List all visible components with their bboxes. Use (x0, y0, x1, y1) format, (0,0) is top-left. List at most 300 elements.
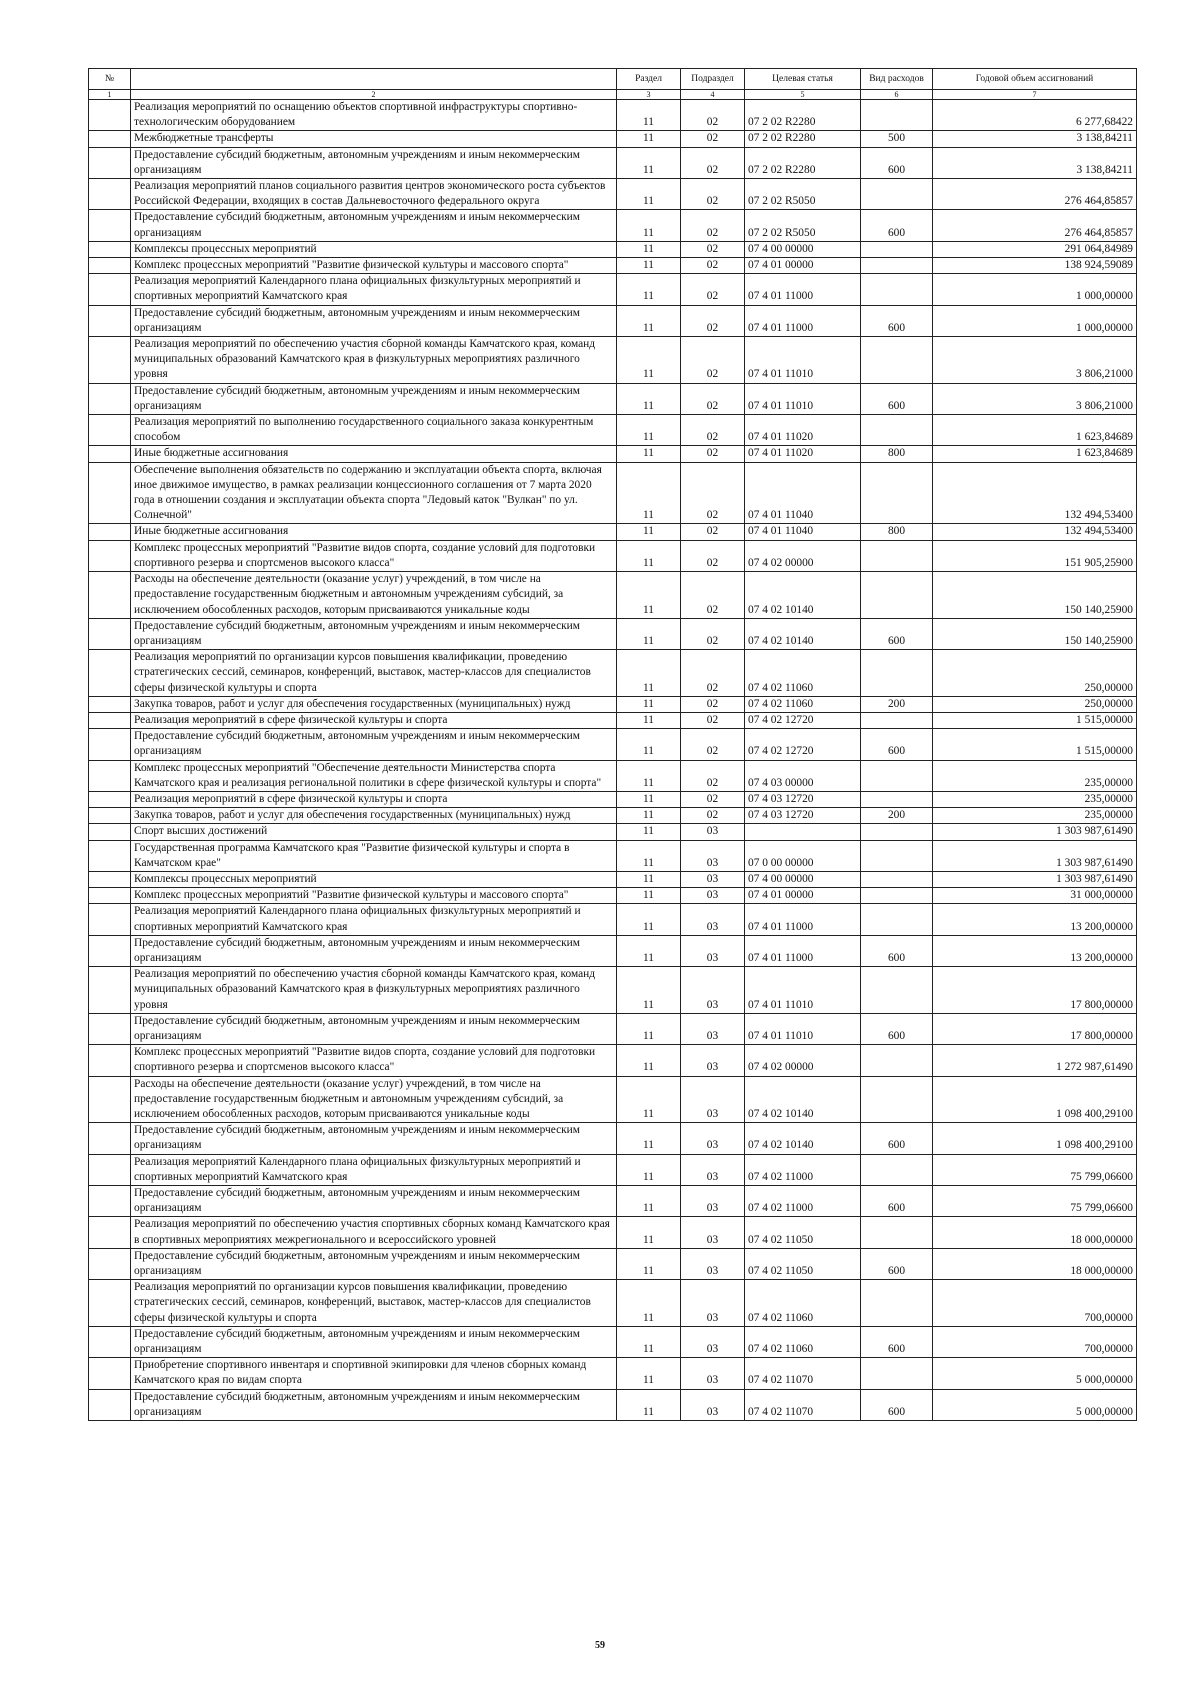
row-section-cell: 11 (617, 1326, 681, 1357)
row-expense-type-cell (861, 337, 933, 384)
col-number: 4 (681, 90, 745, 100)
row-subsection-cell: 02 (681, 147, 745, 178)
row-amount-cell: 132 494,53400 (933, 524, 1137, 540)
row-amount-cell: 18 000,00000 (933, 1217, 1137, 1248)
row-name-cell: Обеспечение выполнения обязательств по содержанию и эксплуатации объекта спорта, включая иное движимое имущество, в рамках реализации концессионного соглашения от 7 марта 2020 года в отношении создания и эксплуатации объекта спорта "Ледовый каток "Вулкан" по ул. Солнечной" (131, 462, 617, 524)
row-amount-cell: 1 098 400,29100 (933, 1076, 1137, 1123)
table-row (89, 1045, 1137, 1076)
row-section-cell: 11 (617, 1280, 681, 1327)
row-expense-type-cell (861, 824, 933, 840)
row-section-cell: 11 (617, 462, 681, 524)
row-expense-type-cell: 600 (861, 1389, 933, 1420)
row-expense-type-cell (861, 650, 933, 697)
row-subsection-cell: 02 (681, 131, 745, 147)
row-section-cell: 11 (617, 1186, 681, 1217)
row-name-cell: Предоставление субсидий бюджетным, автономным учреждениям и иным некоммерческим организациям (131, 1013, 617, 1044)
col-number: 3 (617, 90, 681, 100)
row-target-article-cell: 07 4 02 11060 (745, 1326, 861, 1357)
table-row (89, 1076, 1137, 1123)
table-row (89, 1013, 1137, 1044)
row-subsection-cell: 02 (681, 524, 745, 540)
row-subsection-cell: 02 (681, 305, 745, 336)
row-target-article-cell: 07 4 02 11060 (745, 650, 861, 697)
row-section-cell: 11 (617, 1154, 681, 1185)
table-row (89, 888, 1137, 904)
row-subsection-cell: 02 (681, 446, 745, 462)
row-index-cell (89, 1013, 131, 1044)
row-section-cell: 11 (617, 935, 681, 966)
row-expense-type-cell: 600 (861, 1248, 933, 1279)
row-target-article-cell: 07 4 02 11070 (745, 1389, 861, 1420)
row-target-article-cell: 07 4 01 11010 (745, 1013, 861, 1044)
column-number-row (89, 90, 1137, 100)
row-target-article-cell: 07 4 02 11060 (745, 696, 861, 712)
col-number: 1 (89, 90, 131, 100)
table-row (89, 935, 1137, 966)
row-subsection-cell: 03 (681, 888, 745, 904)
row-section-cell: 11 (617, 824, 681, 840)
row-index-cell (89, 1217, 131, 1248)
row-section-cell: 11 (617, 1013, 681, 1044)
table-row (89, 100, 1137, 131)
row-name-cell: Иные бюджетные ассигнования (131, 524, 617, 540)
row-expense-type-cell (861, 840, 933, 871)
table-row (89, 210, 1137, 241)
row-amount-cell: 18 000,00000 (933, 1248, 1137, 1279)
row-section-cell: 11 (617, 305, 681, 336)
row-subsection-cell: 02 (681, 415, 745, 446)
row-section-cell: 11 (617, 241, 681, 257)
row-target-article-cell: 07 4 01 11000 (745, 904, 861, 935)
row-target-article-cell: 07 4 01 11010 (745, 337, 861, 384)
row-index-cell (89, 808, 131, 824)
row-subsection-cell: 02 (681, 650, 745, 697)
table-row (89, 446, 1137, 462)
row-section-cell: 11 (617, 258, 681, 274)
row-expense-type-cell: 600 (861, 383, 933, 414)
table-row (89, 791, 1137, 807)
row-index-cell (89, 147, 131, 178)
row-index-cell (89, 618, 131, 649)
table-row (89, 840, 1137, 871)
row-name-cell: Реализация мероприятий по организации курсов повышения квалификации, проведению стратегических сессий, семинаров, конференций, выставок, мастер-классов для специалистов сферы физической культуры и спорта (131, 1280, 617, 1327)
row-name-cell: Комплексы процессных мероприятий (131, 871, 617, 887)
row-name-cell: Комплексы процессных мероприятий (131, 241, 617, 257)
row-index-cell (89, 241, 131, 257)
row-section-cell: 11 (617, 100, 681, 131)
row-section-cell: 11 (617, 383, 681, 414)
row-expense-type-cell (861, 791, 933, 807)
header-expense-type: Вид расходов (861, 69, 933, 90)
row-amount-cell: 1 623,84689 (933, 415, 1137, 446)
row-subsection-cell: 02 (681, 383, 745, 414)
table-row (89, 241, 1137, 257)
row-expense-type-cell: 800 (861, 524, 933, 540)
row-index-cell (89, 1154, 131, 1185)
table-row (89, 760, 1137, 791)
row-name-cell: Предоставление субсидий бюджетным, автономным учреждениям и иным некоммерческим организациям (131, 147, 617, 178)
table-row (89, 904, 1137, 935)
row-amount-cell: 3 138,84211 (933, 147, 1137, 178)
row-target-article-cell: 07 4 00 00000 (745, 241, 861, 257)
row-amount-cell: 1 515,00000 (933, 729, 1137, 760)
row-section-cell: 11 (617, 524, 681, 540)
row-expense-type-cell (861, 1076, 933, 1123)
row-target-article-cell: 07 4 01 11020 (745, 446, 861, 462)
row-amount-cell: 235,00000 (933, 808, 1137, 824)
row-subsection-cell: 03 (681, 1326, 745, 1357)
row-subsection-cell: 02 (681, 258, 745, 274)
row-expense-type-cell (861, 462, 933, 524)
table-row (89, 1217, 1137, 1248)
header-annual-volume: Годовой объем ассигнований (933, 69, 1137, 90)
row-subsection-cell: 03 (681, 1045, 745, 1076)
row-target-article-cell: 07 2 02 R2280 (745, 131, 861, 147)
row-index-cell (89, 871, 131, 887)
row-section-cell: 11 (617, 179, 681, 210)
header-num: № (89, 69, 131, 90)
row-amount-cell: 3 138,84211 (933, 131, 1137, 147)
row-section-cell: 11 (617, 618, 681, 649)
row-name-cell: Предоставление субсидий бюджетным, автономным учреждениям и иным некоммерческим организациям (131, 1389, 617, 1420)
row-index-cell (89, 258, 131, 274)
row-index-cell (89, 383, 131, 414)
row-expense-type-cell: 800 (861, 446, 933, 462)
row-subsection-cell: 02 (681, 100, 745, 131)
table-row (89, 258, 1137, 274)
col-number: 6 (861, 90, 933, 100)
row-section-cell: 11 (617, 696, 681, 712)
row-amount-cell: 1 303 987,61490 (933, 871, 1137, 887)
row-expense-type-cell (861, 712, 933, 728)
row-index-cell (89, 524, 131, 540)
row-amount-cell: 1 098 400,29100 (933, 1123, 1137, 1154)
row-name-cell: Реализация мероприятий Календарного плана официальных физкультурных мероприятий и спортивных мероприятий Камчатского края (131, 1154, 617, 1185)
table-row (89, 824, 1137, 840)
table-row (89, 871, 1137, 887)
table-row (89, 618, 1137, 649)
table-row (89, 462, 1137, 524)
row-section-cell: 11 (617, 147, 681, 178)
row-expense-type-cell: 600 (861, 618, 933, 649)
row-name-cell: Комплекс процессных мероприятий "Развитие физической культуры и массового спорта" (131, 258, 617, 274)
row-index-cell (89, 650, 131, 697)
row-index-cell (89, 840, 131, 871)
row-target-article-cell: 07 0 00 00000 (745, 840, 861, 871)
row-subsection-cell: 02 (681, 712, 745, 728)
row-amount-cell: 1 000,00000 (933, 305, 1137, 336)
row-index-cell (89, 791, 131, 807)
row-name-cell: Предоставление субсидий бюджетным, автономным учреждениям и иным некоммерческим организациям (131, 1186, 617, 1217)
row-section-cell: 11 (617, 967, 681, 1014)
table-row (89, 524, 1137, 540)
row-expense-type-cell: 200 (861, 696, 933, 712)
row-amount-cell: 13 200,00000 (933, 935, 1137, 966)
row-amount-cell: 250,00000 (933, 650, 1137, 697)
header-subsection: Подраздел (681, 69, 745, 90)
row-subsection-cell: 03 (681, 1123, 745, 1154)
row-name-cell: Реализация мероприятий по обеспечению участия спортивных сборных команд Камчатского края в спортивных мероприятиях межрегионального и всероссийского уровней (131, 1217, 617, 1248)
row-target-article-cell: 07 4 01 11000 (745, 274, 861, 305)
header-name (131, 69, 617, 90)
row-expense-type-cell (861, 904, 933, 935)
col-number: 5 (745, 90, 861, 100)
row-target-article-cell: 07 4 01 11000 (745, 305, 861, 336)
row-amount-cell: 3 806,21000 (933, 383, 1137, 414)
table-row (89, 1280, 1137, 1327)
row-expense-type-cell: 500 (861, 131, 933, 147)
row-expense-type-cell: 600 (861, 1013, 933, 1044)
row-section-cell: 11 (617, 274, 681, 305)
row-name-cell: Закупка товаров, работ и услуг для обеспечения государственных (муниципальных) нужд (131, 696, 617, 712)
row-target-article-cell: 07 2 02 R2280 (745, 100, 861, 131)
table-row (89, 383, 1137, 414)
row-name-cell: Реализация мероприятий по обеспечению участия сборной команды Камчатского края, команд муниципальных образований Камчатского края в физкультурных мероприятиях различного уровня (131, 967, 617, 1014)
row-index-cell (89, 935, 131, 966)
row-index-cell (89, 337, 131, 384)
row-expense-type-cell (861, 1045, 933, 1076)
header-section: Раздел (617, 69, 681, 90)
row-amount-cell: 75 799,06600 (933, 1154, 1137, 1185)
row-expense-type-cell: 600 (861, 1123, 933, 1154)
row-subsection-cell: 02 (681, 179, 745, 210)
row-amount-cell: 151 905,25900 (933, 540, 1137, 571)
row-name-cell: Предоставление субсидий бюджетным, автономным учреждениям и иным некоммерческим организациям (131, 305, 617, 336)
row-index-cell (89, 1389, 131, 1420)
row-index-cell (89, 1248, 131, 1279)
table-row (89, 729, 1137, 760)
row-subsection-cell: 02 (681, 696, 745, 712)
row-section-cell: 11 (617, 1217, 681, 1248)
row-subsection-cell: 02 (681, 729, 745, 760)
table-row (89, 650, 1137, 697)
row-index-cell (89, 305, 131, 336)
row-amount-cell: 1 303 987,61490 (933, 840, 1137, 871)
row-section-cell: 11 (617, 729, 681, 760)
row-amount-cell: 276 464,85857 (933, 210, 1137, 241)
row-section-cell: 11 (617, 840, 681, 871)
row-target-article-cell: 07 4 03 12720 (745, 808, 861, 824)
table-row (89, 712, 1137, 728)
row-index-cell (89, 696, 131, 712)
row-name-cell: Предоставление субсидий бюджетным, автономным учреждениям и иным некоммерческим организациям (131, 210, 617, 241)
table-row (89, 179, 1137, 210)
row-name-cell: Реализация мероприятий по выполнению государственного социального заказа конкурентным способом (131, 415, 617, 446)
row-target-article-cell: 07 4 01 11010 (745, 967, 861, 1014)
row-amount-cell: 6 277,68422 (933, 100, 1137, 131)
row-subsection-cell: 02 (681, 241, 745, 257)
row-name-cell: Реализация мероприятий Календарного плана официальных физкультурных мероприятий и спортивных мероприятий Камчатского края (131, 904, 617, 935)
row-subsection-cell: 02 (681, 572, 745, 619)
row-subsection-cell: 03 (681, 840, 745, 871)
row-subsection-cell: 02 (681, 540, 745, 571)
row-name-cell: Расходы на обеспечение деятельности (оказание услуг) учреждений, в том числе на предоставление государственным бюджетным и автономным учреждениям субсидий, за исключением обособленных расходов, которым присваиваются уникальные коды (131, 572, 617, 619)
table-row (89, 337, 1137, 384)
row-target-article-cell: 07 4 02 12720 (745, 729, 861, 760)
row-name-cell: Реализация мероприятий в сфере физической культуры и спорта (131, 791, 617, 807)
row-target-article-cell: 07 4 00 00000 (745, 871, 861, 887)
row-index-cell (89, 274, 131, 305)
row-index-cell (89, 888, 131, 904)
table-row (89, 808, 1137, 824)
row-subsection-cell: 03 (681, 1154, 745, 1185)
row-section-cell: 11 (617, 1045, 681, 1076)
row-name-cell: Комплекс процессных мероприятий "Развитие физической культуры и массового спорта" (131, 888, 617, 904)
row-amount-cell: 150 140,25900 (933, 572, 1137, 619)
row-name-cell: Предоставление субсидий бюджетным, автономным учреждениям и иным некоммерческим организациям (131, 935, 617, 966)
row-index-cell (89, 572, 131, 619)
row-amount-cell: 235,00000 (933, 791, 1137, 807)
row-name-cell: Комплекс процессных мероприятий "Развитие видов спорта, создание условий для подготовки спортивного резерва и спортсменов высокого класса" (131, 540, 617, 571)
row-target-article-cell: 07 4 02 10140 (745, 1076, 861, 1123)
table-row (89, 1358, 1137, 1389)
row-amount-cell: 3 806,21000 (933, 337, 1137, 384)
row-target-article-cell: 07 4 01 00000 (745, 258, 861, 274)
row-index-cell (89, 1280, 131, 1327)
row-target-article-cell: 07 4 02 00000 (745, 540, 861, 571)
row-name-cell: Реализация мероприятий по организации курсов повышения квалификации, проведению стратегических сессий, семинаров, конференций, выставок, мастер-классов для специалистов сферы физической культуры и спорта (131, 650, 617, 697)
table-row (89, 540, 1137, 571)
row-subsection-cell: 02 (681, 210, 745, 241)
row-section-cell: 11 (617, 1248, 681, 1279)
row-amount-cell: 75 799,06600 (933, 1186, 1137, 1217)
row-index-cell (89, 1326, 131, 1357)
row-subsection-cell: 03 (681, 824, 745, 840)
row-name-cell: Расходы на обеспечение деятельности (оказание услуг) учреждений, в том числе на предоставление государственным бюджетным и автономным учреждениям субсидий, за исключением обособленных расходов, которым присваиваются уникальные коды (131, 1076, 617, 1123)
row-section-cell: 11 (617, 871, 681, 887)
row-index-cell (89, 967, 131, 1014)
row-name-cell: Межбюджетные трансферты (131, 131, 617, 147)
row-amount-cell: 13 200,00000 (933, 904, 1137, 935)
row-target-article-cell: 07 4 03 00000 (745, 760, 861, 791)
row-name-cell: Предоставление субсидий бюджетным, автономным учреждениям и иным некоммерческим организациям (131, 618, 617, 649)
row-index-cell (89, 824, 131, 840)
row-target-article-cell: 07 4 01 11020 (745, 415, 861, 446)
table-row (89, 305, 1137, 336)
row-index-cell (89, 1123, 131, 1154)
row-amount-cell: 150 140,25900 (933, 618, 1137, 649)
row-amount-cell: 17 800,00000 (933, 967, 1137, 1014)
row-name-cell: Предоставление субсидий бюджетным, автономным учреждениям и иным некоммерческим организациям (131, 383, 617, 414)
row-amount-cell: 1 272 987,61490 (933, 1045, 1137, 1076)
row-subsection-cell: 02 (681, 462, 745, 524)
row-index-cell (89, 100, 131, 131)
row-expense-type-cell (861, 274, 933, 305)
row-expense-type-cell: 600 (861, 210, 933, 241)
row-amount-cell: 700,00000 (933, 1326, 1137, 1357)
row-index-cell (89, 131, 131, 147)
row-target-article-cell: 07 4 02 00000 (745, 1045, 861, 1076)
row-amount-cell: 17 800,00000 (933, 1013, 1137, 1044)
row-expense-type-cell: 600 (861, 147, 933, 178)
row-name-cell: Закупка товаров, работ и услуг для обеспечения государственных (муниципальных) нужд (131, 808, 617, 824)
row-expense-type-cell: 200 (861, 808, 933, 824)
row-amount-cell: 235,00000 (933, 760, 1137, 791)
table-row (89, 147, 1137, 178)
row-subsection-cell: 03 (681, 967, 745, 1014)
row-expense-type-cell: 600 (861, 305, 933, 336)
row-subsection-cell: 03 (681, 1358, 745, 1389)
table-row (89, 1154, 1137, 1185)
row-target-article-cell: 07 4 02 10140 (745, 618, 861, 649)
row-index-cell (89, 1358, 131, 1389)
row-amount-cell: 291 064,84989 (933, 241, 1137, 257)
row-target-article-cell: 07 4 03 12720 (745, 791, 861, 807)
row-subsection-cell: 03 (681, 1217, 745, 1248)
table-row (89, 1248, 1137, 1279)
row-name-cell: Иные бюджетные ассигнования (131, 446, 617, 462)
row-section-cell: 11 (617, 791, 681, 807)
row-name-cell: Предоставление субсидий бюджетным, автономным учреждениям и иным некоммерческим организациям (131, 729, 617, 760)
row-target-article-cell: 07 2 02 R2280 (745, 147, 861, 178)
row-amount-cell: 1 303 987,61490 (933, 824, 1137, 840)
row-section-cell: 11 (617, 540, 681, 571)
row-expense-type-cell (861, 572, 933, 619)
row-section-cell: 11 (617, 572, 681, 619)
table-row (89, 415, 1137, 446)
row-expense-type-cell: 600 (861, 935, 933, 966)
row-section-cell: 11 (617, 888, 681, 904)
row-subsection-cell: 03 (681, 1280, 745, 1327)
row-section-cell: 11 (617, 210, 681, 241)
row-amount-cell: 5 000,00000 (933, 1389, 1137, 1420)
row-subsection-cell: 03 (681, 1389, 745, 1420)
row-index-cell (89, 179, 131, 210)
row-amount-cell: 276 464,85857 (933, 179, 1137, 210)
row-subsection-cell: 02 (681, 760, 745, 791)
row-subsection-cell: 03 (681, 1248, 745, 1279)
row-index-cell (89, 446, 131, 462)
row-index-cell (89, 712, 131, 728)
row-target-article-cell: 07 4 02 11050 (745, 1248, 861, 1279)
col-number: 2 (131, 90, 617, 100)
row-index-cell (89, 904, 131, 935)
row-index-cell (89, 729, 131, 760)
row-section-cell: 11 (617, 712, 681, 728)
row-expense-type-cell (861, 888, 933, 904)
row-section-cell: 11 (617, 760, 681, 791)
row-name-cell: Предоставление субсидий бюджетным, автономным учреждениям и иным некоммерческим организациям (131, 1326, 617, 1357)
row-subsection-cell: 03 (681, 1076, 745, 1123)
row-target-article-cell: 07 4 01 00000 (745, 888, 861, 904)
row-target-article-cell: 07 4 01 11040 (745, 462, 861, 524)
row-amount-cell: 1 515,00000 (933, 712, 1137, 728)
row-section-cell: 11 (617, 415, 681, 446)
row-amount-cell: 5 000,00000 (933, 1358, 1137, 1389)
row-section-cell: 11 (617, 904, 681, 935)
row-index-cell (89, 462, 131, 524)
row-expense-type-cell (861, 967, 933, 1014)
row-target-article-cell: 07 4 02 11070 (745, 1358, 861, 1389)
row-expense-type-cell (861, 871, 933, 887)
table-row (89, 274, 1137, 305)
row-expense-type-cell (861, 1154, 933, 1185)
row-expense-type-cell (861, 179, 933, 210)
row-index-cell (89, 1186, 131, 1217)
row-index-cell (89, 1045, 131, 1076)
row-target-article-cell: 07 4 01 11040 (745, 524, 861, 540)
row-subsection-cell: 02 (681, 337, 745, 384)
row-subsection-cell: 03 (681, 935, 745, 966)
table-row (89, 572, 1137, 619)
table-row (89, 696, 1137, 712)
row-expense-type-cell: 600 (861, 1186, 933, 1217)
table-row (89, 1186, 1137, 1217)
row-amount-cell: 1 623,84689 (933, 446, 1137, 462)
row-target-article-cell: 07 4 01 11000 (745, 935, 861, 966)
table-row (89, 1326, 1137, 1357)
row-target-article-cell: 07 4 01 11010 (745, 383, 861, 414)
